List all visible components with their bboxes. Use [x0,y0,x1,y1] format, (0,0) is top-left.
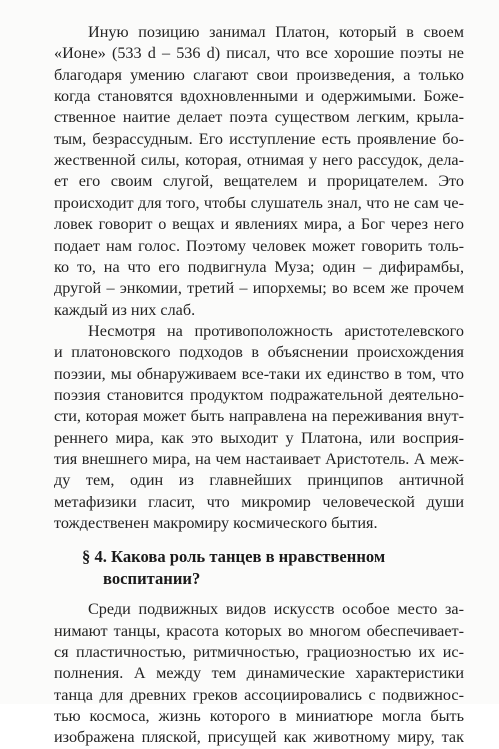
paragraph-1-line-1: Иную позицию занимал Платон, который в своем [88,23,464,41]
paragraph-3-line-1: Среди подвижных видов искусств особое место за- [88,600,464,619]
paragraph-1-line-7: жественной силы, которая, отнимая у него рассудок, дела- [54,151,464,170]
paragraph-1-line-5: ственное наитие делает поэта существом легким, крыла- [54,108,464,127]
paragraph-1-line-8: ет его своим слугой, вещателем и прорицателем. Это [54,172,464,191]
paragraph-3-line-3: ся пластичностью, ритмичностью, грациозностью их ис- [54,642,464,661]
paragraph-2-line-2: и платоновского подходов в объяснении происхождения [54,343,464,362]
paragraph-1-line-11: подает нам голос. Поэтому человек может говорить толь- [54,236,464,255]
paragraph-3-line-4: полнения. А между тем динамические характеристики [54,664,464,683]
paragraph-1-line-2: «Ионе» (533 d – 536 d) писал, что все хорошие поэты не [54,44,464,63]
section-heading-line-2: воспитании? [103,568,201,588]
paragraph-3-line-2: нимают танцы, красота которых во многом обеспечивает- [54,621,464,640]
section-heading-line-1: § 4. Какова роль танцев в нравственном [82,547,386,567]
paragraph-2-line-4: поэзия становится продуктом подражательной деятельно- [54,386,464,404]
paragraph-2-line-6: реннего мира, как это выходит у Платона, или восприя- [54,428,464,447]
paragraph-1-line-9: происходит для того, чтобы слушатель знал, что не сам че- [54,193,464,212]
paragraph-3-line-5: танца для древних греков ассоциировались с подвижнос- [54,685,464,704]
paragraph-1-line-12: ко то, на что его подвигнула Муза; один – дифирамбы, [54,257,464,276]
paragraph-2-line-9: метафизики гласит, что микромир человеческой души [54,492,464,511]
paragraph-2-line-5: сти, которая может быть направлена на переживания внут- [54,407,464,426]
paragraph-1-line-6: тым, безрассудным. Его исступление есть проявление бо- [54,129,464,148]
paragraph-2-line-7: тия внешнего мира, на чем настаивает Аристотель. А меж- [54,450,464,468]
paragraph-1-line-14: каждый из них слаб. [54,300,196,319]
paragraph-3-line-7: изображена пляской, присущей как животному миру, так [54,728,464,747]
paragraph-1-line-4: когда становятся вдохновленными и одержимыми. Боже- [54,87,464,106]
paragraph-3-line-6: тью космоса, жизнь которого в миниатюре могла быть [54,706,464,725]
paragraph-2-line-1: Несмотря на противоположность аристотелевского [88,321,464,340]
paragraph-1-line-13: другой – энкомии, третий – ипорхемы; во всем же прочем [54,279,464,298]
paragraph-1-line-10: ловек говорит о вещах и явлениях мира, а Бог через него [54,215,464,234]
paragraph-2-line-3: поэзии, мы обнаруживаем все-таки их единство в том, что [54,364,464,383]
paragraph-2-line-8: ду тем, один из главнейших принципов античной [54,471,464,490]
paragraph-2-line-10: тождественен макромиру космического бытия. [54,514,378,533]
paragraph-1-line-3: благодаря умению слагают свои произведения, а только [54,65,464,84]
